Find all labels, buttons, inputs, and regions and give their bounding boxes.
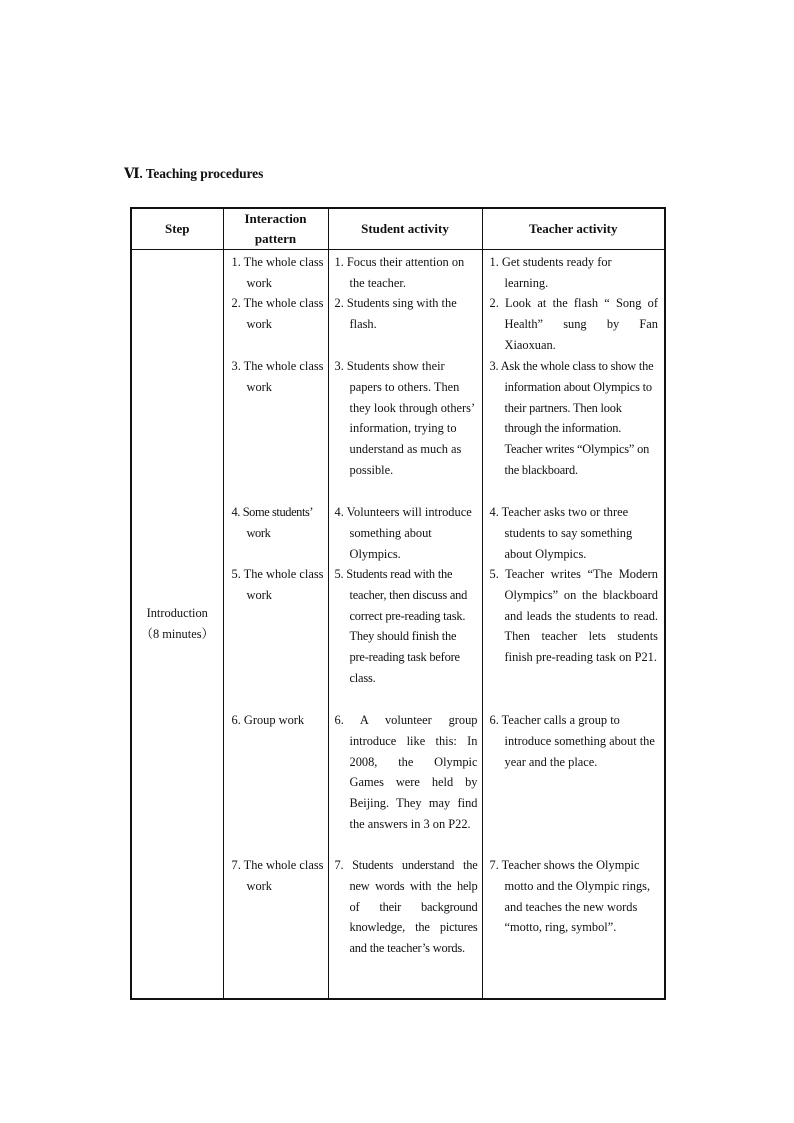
student-activity-item: 1. Focus their attention on the teacher. (334, 255, 465, 290)
student-activity-item: 4. Volunteers will introduce something about Olympics. (334, 505, 472, 561)
table-header-row (131, 208, 665, 250)
teaching-procedures-table (130, 207, 666, 1000)
table-row (131, 250, 665, 1000)
header-interaction-pattern (223, 208, 328, 250)
student-activity-item: 6. A volunteer group introduce like this: In 2008, the Olympic Games were held by Beijing. They may find the answers in 3 on P22. (334, 713, 478, 831)
interaction-item: 6. Group work (231, 713, 305, 727)
header-interaction-line2: pattern (254, 231, 297, 246)
student-activity-item: 2. Students sing with the flash. (334, 296, 457, 331)
step-cell (131, 250, 223, 1000)
interaction-item: 2. The whole class work (231, 296, 324, 331)
student-activity-item: 7. Students understand the new words with the help of their background knowledge, the pictures and the teacher’s words. (334, 858, 478, 956)
student-activity-item: 5. Students read with the teacher, then discuss and correct pre-reading task. They should finish the pre-reading task before class. (334, 567, 468, 685)
step-label: Introduction (146, 606, 208, 620)
teacher-activity-item: 6. Teacher calls a group to introduce something about the year and the place. (489, 713, 655, 769)
teacher-activity-item: 2. Look at the flash “ Song of Health” sung by Fan Xiaoxuan. (489, 296, 658, 352)
header-interaction-line1: Interaction (244, 211, 307, 226)
section-heading: Ⅵ. Teaching procedures (124, 166, 264, 181)
teacher-activity-item: 1. Get students ready for learning. (489, 255, 612, 290)
student-activity-cell (328, 250, 482, 1000)
interaction-item: 3. The whole class work (231, 359, 324, 394)
teacher-activity-item: 5. Teacher writes “The Modern Olympics” on the blackboard and leads the students to read. Then teacher lets students finish pre-reading task on P21. (489, 567, 658, 665)
teacher-activity-item: 4. Teacher asks two or three students to say something about Olympics. (489, 505, 633, 561)
header-student-activity: Student activity (328, 208, 482, 250)
interaction-cell (223, 250, 328, 1000)
header-step: Step (131, 208, 223, 250)
interaction-item: 4. Some students’ work (231, 505, 313, 540)
interaction-item: 5. The whole class work (231, 567, 324, 602)
step-duration: （8 minutes） (140, 627, 214, 641)
header-teacher-activity: Teacher activity (482, 208, 665, 250)
teacher-activity-item: 7. Teacher shows the Olympic motto and the Olympic rings, and teaches the new words “motto, ring, symbol”. (489, 858, 651, 935)
interaction-item: 7. The whole class work (231, 858, 324, 893)
teacher-activity-item: 3. Ask the whole class to show the information about Olympics to their partners. Then look through the information. Teacher writes “Olympics” on the blackboard. (489, 359, 654, 477)
teacher-activity-cell (482, 250, 665, 1000)
interaction-item: 1. The whole class work (231, 255, 324, 290)
student-activity-item: 3. Students show their papers to others. Then they look through others’ information, trying to understand as much as possible. (334, 359, 475, 477)
